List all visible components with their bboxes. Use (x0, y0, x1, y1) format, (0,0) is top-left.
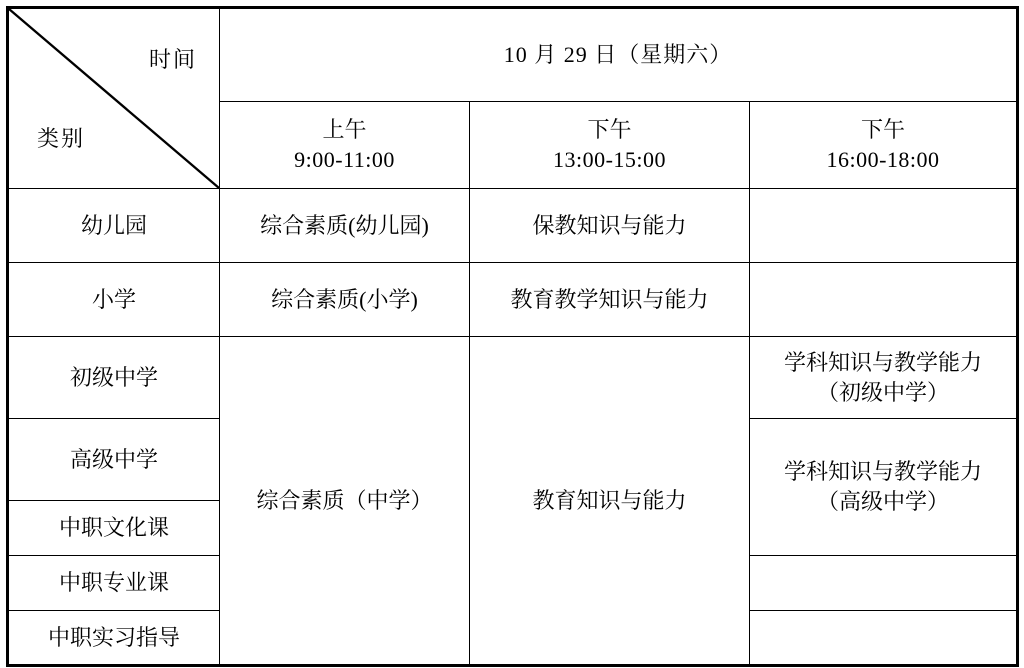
corner-header-cell (8, 8, 220, 189)
subject-cell-morning-kindergarten: 综合素质(幼儿园) (220, 189, 470, 263)
subject-cell-morning-primary: 综合素质(小学) (220, 263, 470, 337)
category-cell-primary: 小学 (8, 263, 220, 337)
table-row (8, 263, 1018, 337)
slot-header-afternoon-2 (750, 102, 1018, 189)
exam-schedule-sheet (0, 6, 1024, 668)
exam-schedule-table (6, 6, 1019, 667)
subject-line-2: （高级中学） (817, 489, 950, 514)
slot-header-morning (220, 102, 470, 189)
subject-line-1: 学科知识与教学能力 (784, 349, 983, 375)
slot-name: 下午 (861, 117, 906, 143)
subject-cell-afternoon2-vocational-major (750, 556, 1018, 611)
slot-time: 13:00-15:00 (552, 147, 667, 172)
slot-header-afternoon-1 (470, 102, 750, 189)
corner-time-label: 时间 (148, 47, 197, 72)
table-header-row-date (8, 8, 1018, 102)
subject-cell-afternoon2-senior-high (750, 419, 1018, 556)
category-cell-kindergarten: 幼儿园 (8, 189, 220, 263)
subject-cell-afternoon1-kindergarten: 保教知识与能力 (470, 189, 750, 263)
subject-line-1: 学科知识与教学能力 (784, 459, 983, 485)
category-cell-vocational-culture: 中职文化课 (8, 501, 220, 556)
slot-time: 9:00-11:00 (294, 147, 395, 172)
slot-name: 下午 (587, 117, 632, 143)
slot-time: 16:00-18:00 (826, 147, 940, 172)
subject-cell-afternoon1-primary: 教育教学知识与能力 (470, 263, 750, 337)
subject-cell-afternoon1-secondary: 教育知识与能力 (470, 337, 750, 666)
subject-cell-afternoon2-primary (750, 263, 1018, 337)
diagonal-divider-icon (9, 9, 219, 188)
table-row (8, 189, 1018, 263)
slot-name: 上午 (322, 117, 367, 143)
corner-category-label: 类别 (37, 126, 86, 152)
subject-cell-morning-secondary: 综合素质（中学） (220, 337, 470, 666)
date-header: 10 月 29 日（星期六） (220, 8, 1018, 102)
category-cell-vocational-internship: 中职实习指导 (8, 611, 220, 666)
subject-cell-afternoon2-vocational-internship (750, 611, 1018, 666)
subject-cell-afternoon2-kindergarten (750, 189, 1018, 263)
category-cell-junior-high: 初级中学 (8, 337, 220, 419)
subject-line-2: （初级中学） (817, 379, 950, 405)
table-row (8, 337, 1018, 419)
subject-cell-afternoon2-junior-high (750, 337, 1018, 419)
category-cell-vocational-major: 中职专业课 (8, 556, 220, 611)
category-cell-senior-high: 高级中学 (8, 419, 220, 501)
